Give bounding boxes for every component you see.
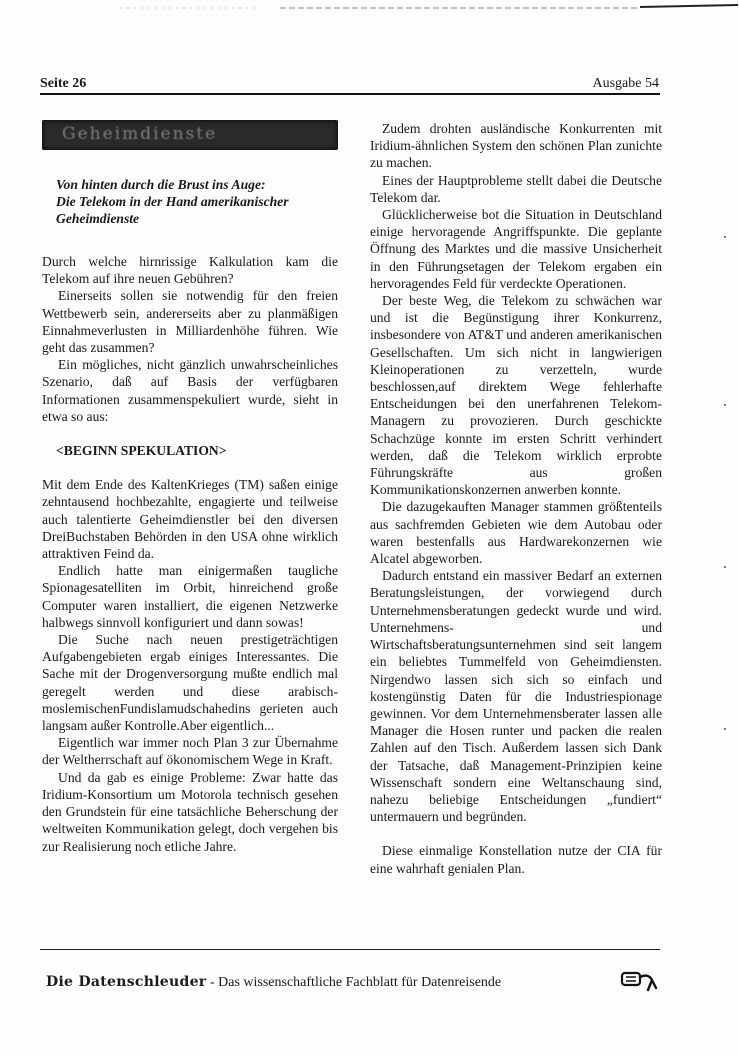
- scan-noise-line: [120, 2, 738, 10]
- banner-text: Geheimdienste: [62, 124, 218, 144]
- footer-rule: [40, 949, 660, 950]
- speculation-heading: <BEGINN SPEKULATION>: [56, 443, 227, 459]
- page-number: Seite 26: [40, 76, 87, 91]
- scan-speck: [724, 404, 726, 406]
- subtitle-line: Von hinten durch die Brust ins Auge:: [56, 177, 266, 192]
- paragraph: Der beste Weg, die Telekom zu schwächen war und ist die Begünstigung ihrer Konkurrenz, insbesondere von AT&T und anderen amerikanischen Gesellschaften. Um sich nicht in langwierigen Kleinoperationen zu verzetteln, wurde beschlossen,auf direktem Wege fehlerhafte Entscheidungen bei den unerfahrenen Telekom-Managern zu provozieren. Durch geschickte Schachzüge konnte im ersten Schritt verhindert werden, daß die Telekom wirklich erprobte Führungskräfte aus großen Kommunikationskonzernen anwerben konnte.: [370, 293, 662, 498]
- paragraph: Diese einmalige Konstellation nutze der CIA für eine wahrhaft genialen Plan.: [370, 843, 662, 876]
- page-footer: [46, 974, 501, 991]
- magazine-name: Die Datenschleuder: [46, 974, 207, 990]
- paragraph: Eigentlich war immer noch Plan 3 zur Übernahme der Weltherrschaft auf ökonomischem Wege in Kraft.: [42, 735, 338, 768]
- paragraph: Ein mögliches, nicht gänzlich unwahrscheinliches Szenario, daß auf Basis der verfügbaren Informationen zusammenspekuliert wurde, sieht in etwa so aus:: [42, 357, 338, 424]
- paragraph: Endlich hatte man einigermaßen taugliche Spionagesatelliten im Orbit, hinreichend große Computer waren installiert, die eigenen Netzwerke halbwegs sinnvoll konfiguriert und dann sowas!: [42, 563, 338, 630]
- right-column: [370, 120, 662, 877]
- paragraph: Die dazugekauften Manager stammen größtenteils aus sachfremden Gebieten wie dem Autobau oder waren bestenfalls aus Hardwarekonzernen wie Alcatel abgeworben.: [370, 499, 662, 567]
- magazine-tagline: - Das wissenschaftliche Fachblatt für Datenreisende: [206, 975, 502, 990]
- paragraph: Glücklicherweise bot die Situation in Deutschland einige hervoragende Angriffspunkte. Die geplante Öffnung des Marktes und die massive Unsicherheit in den Führungsetagen der Telekom ergaben ein hervoragendes Feld für verdeckte Operationen.: [370, 207, 662, 291]
- paragraph: Mit dem Ende des KaltenKrieges (TM) saßen einige zehntausend hochbezahlte, engagierte und teilweise auch talentierte Geheimdienstler bei den diversen DreiBuchstaben Behörden in den USA ohne wirklich attraktiven Feind da.: [42, 477, 338, 562]
- paragraph: Dadurch entstand ein massiver Bedarf an externen Beratungsleistungen, der vorwiegend durch Unternehmensberatungen gedeckt wurde und wird. Unternehmens- und Wirtschaftsberatungsunternehmen sind seit langem ein beliebtes Tummelfeld von Geheimdiensten. Nirgendwo lassen sich sich so einfach und kostengünstig Daten für die Industriespionage gewinnen. Vor dem Unternehmensberater lassen alle Manager die Hosen runter und packen die realen Zahlen auf den Tisch. Außerdem lassen sich Dank der Tatsache, daß Management-Prinzipien keine Wissenschaft sondern eine Weltanschaung sind, nahezu beliebige Entscheidungen „fundiert“ untermauern und begründen.: [370, 568, 662, 825]
- subtitle-line: Die Telekom in der Hand amerikanischer: [56, 194, 289, 209]
- chaos-knot-icon: [618, 966, 662, 996]
- page-header: [40, 76, 659, 92]
- paragraph: Eines der Hauptprobleme stellt dabei die Deutsche Telekom dar.: [370, 172, 662, 205]
- paragraph: Zudem drohten ausländische Konkurrenten mit Iridium-ähnlichen System den schönen Plan zunichte zu machen.: [370, 121, 662, 171]
- scan-speck: [724, 728, 726, 730]
- paragraph: Durch welche hirnrissige Kalkulation kam die Telekom auf ihre neuen Gebühren?: [42, 254, 338, 287]
- paragraph: Einerseits sollen sie notwendig für den freien Wettbewerb sein, andererseits aber zu planmäßigen Einnahmeverlusten in Milliardenhöhe führen. Wie geht das zusammen?: [42, 288, 338, 356]
- article-subtitle: [56, 176, 338, 227]
- subtitle-line: Geheimdienste: [56, 211, 140, 226]
- scan-speck: [724, 236, 726, 238]
- header-rule: [40, 93, 660, 95]
- article-banner: [42, 120, 338, 150]
- paragraph: Und da gab es einige Probleme: Zwar hatte das Iridium-Konsortium um Motorola technisch gesehen den Grundstein für eine tatsächliche Beherschung der weltweiten Kommunikation gelegt, doch vergehen bis zur Realisierung noch etliche Jahre.: [42, 769, 338, 854]
- left-column: [42, 120, 338, 855]
- paragraph: Die Suche nach neuen prestigeträchtigen Aufgabengebieten ergab einiges Interessantes. Die Sache mit der Drogenversorgung mußte endlich mal geregelt werden und diese arabisch-moslemischenFundislamudschahedins gerieten auch langsam außer Kontrolle.Aber eigentlich...: [42, 632, 338, 734]
- scan-speck: [724, 566, 726, 568]
- issue-number: Ausgabe 54: [592, 76, 659, 91]
